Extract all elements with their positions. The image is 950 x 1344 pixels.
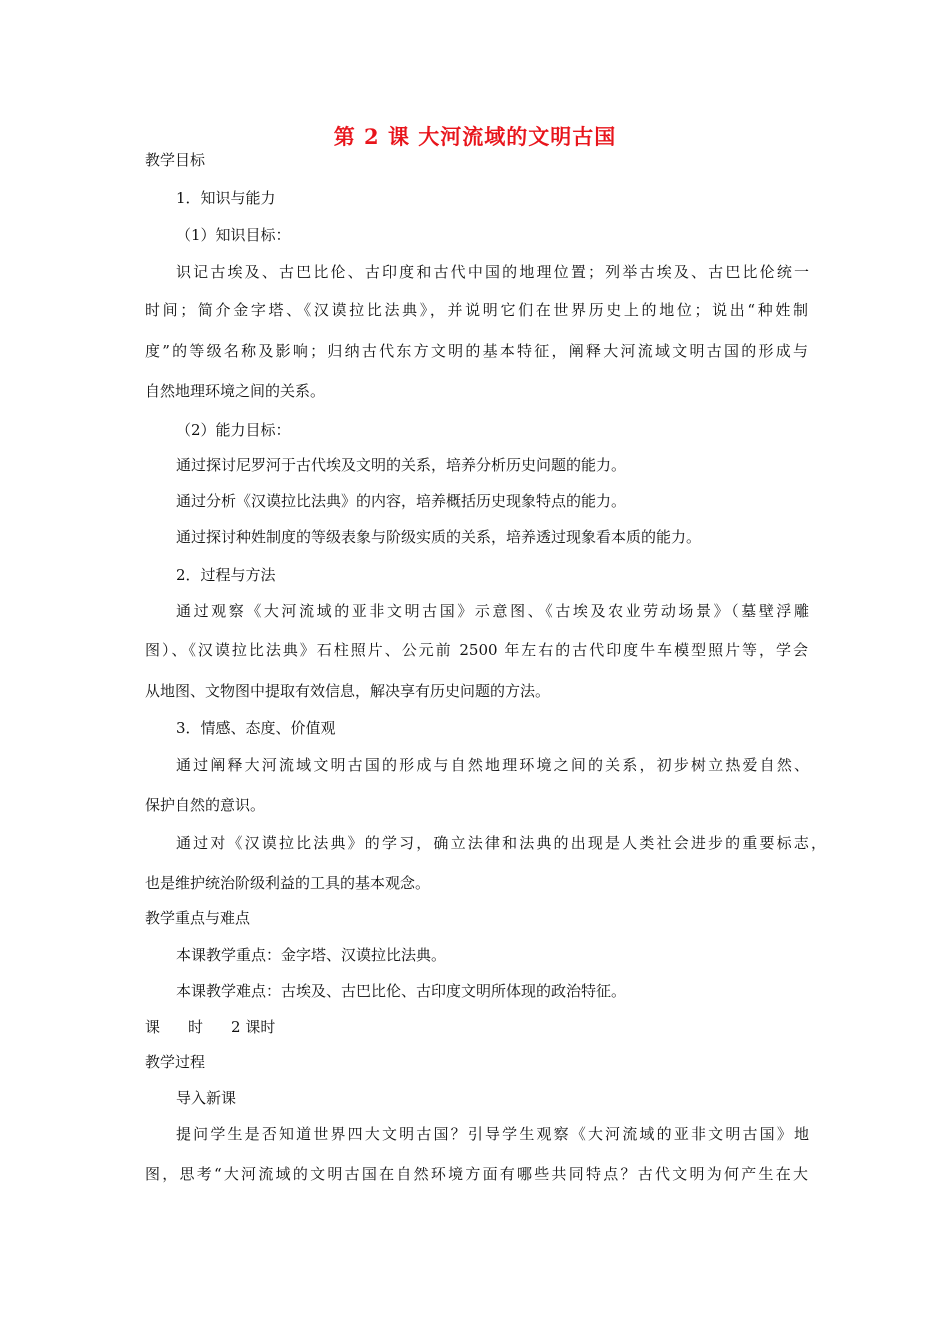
paragraph-line: 通过观察《大河流域的亚非文明古国》示意图、《古埃及农业劳动场景》（墓壁浮雕 <box>176 602 809 620</box>
period-label-2: 时 <box>188 1018 204 1036</box>
paragraph-line: 通过探讨种姓制度的等级表象与阶级实质的关系，培养透过现象看本质的能力。 <box>176 528 702 546</box>
subheading-knowledge-ability: 1．知识与能力 <box>176 189 276 207</box>
subheading-process-methods: 2．过程与方法 <box>176 566 276 584</box>
heading-teaching-objectives: 教学目标 <box>145 151 206 169</box>
paragraph-line: 从地图、文物图中提取有效信息，解决享有历史问题的方法。 <box>145 682 551 700</box>
paragraph-line: 度”的等级名称及影响；归纳古代东方文明的基本特征，阐释大河流域文明古国的形成与 <box>145 342 808 360</box>
paragraph-line: 提问学生是否知道世界四大文明古国？引导学生观察《大河流域的亚非文明古国》地 <box>176 1125 809 1143</box>
paragraph-line: 通过探讨尼罗河于古代埃及文明的关系，培养分析历史问题的能力。 <box>176 456 627 474</box>
paragraph-line: 通过对《汉谟拉比法典》的学习，确立法律和法典的出现是人类社会进步的重要标志， <box>176 834 826 852</box>
paragraph-line: 时间；简介金字塔、《汉谟拉比法典》，并说明它们在世界历史上的地位；说出“种姓制 <box>145 301 808 319</box>
heading-teaching-process: 教学过程 <box>145 1053 206 1071</box>
subheading-knowledge-goals: （1）知识目标： <box>176 226 291 244</box>
paragraph-line: 图，思考“大河流域的文明古国在自然环境方面有哪些共同特点？古代文明为何产生在大 <box>145 1165 808 1183</box>
heading-key-points: 教学重点与难点 <box>145 909 251 927</box>
lesson-title: 第 2 课 大河流域的文明古国 <box>333 124 617 149</box>
paragraph-line: 识记古埃及、古巴比伦、古印度和古代中国的地理位置；列举古埃及、古巴比伦统一 <box>176 263 809 281</box>
difficult-point-line: 本课教学难点：古埃及、古巴比伦、古印度文明所体现的政治特征。 <box>176 982 627 1000</box>
paragraph-line: 通过分析《汉谟拉比法典》的内容，培养概括历史现象特点的能力。 <box>176 492 627 510</box>
period-label-1: 课 <box>145 1018 161 1036</box>
paragraph-line: 通过阐释大河流域文明古国的形成与自然地理环境之间的关系，初步树立热爱自然、 <box>176 756 809 774</box>
paragraph-line: 自然地理环境之间的关系。 <box>145 382 326 400</box>
subheading-values: 3．情感、态度、价值观 <box>176 719 336 737</box>
paragraph-line: 图）、《汉谟拉比法典》石柱照片、公元前 2500 年左右的古代印度牛车模型照片等，学会 <box>145 641 808 659</box>
key-point-line: 本课教学重点：金字塔、汉谟拉比法典。 <box>176 946 447 964</box>
subheading-introduction: 导入新课 <box>176 1089 237 1107</box>
paragraph-line: 也是维护统治阶级利益的工具的基本观念。 <box>145 874 431 892</box>
subheading-ability-goals: （2）能力目标： <box>176 421 291 439</box>
class-period-line <box>145 1017 275 1037</box>
period-value: 2 课时 <box>231 1018 276 1036</box>
paragraph-line: 保护自然的意识。 <box>145 796 266 814</box>
